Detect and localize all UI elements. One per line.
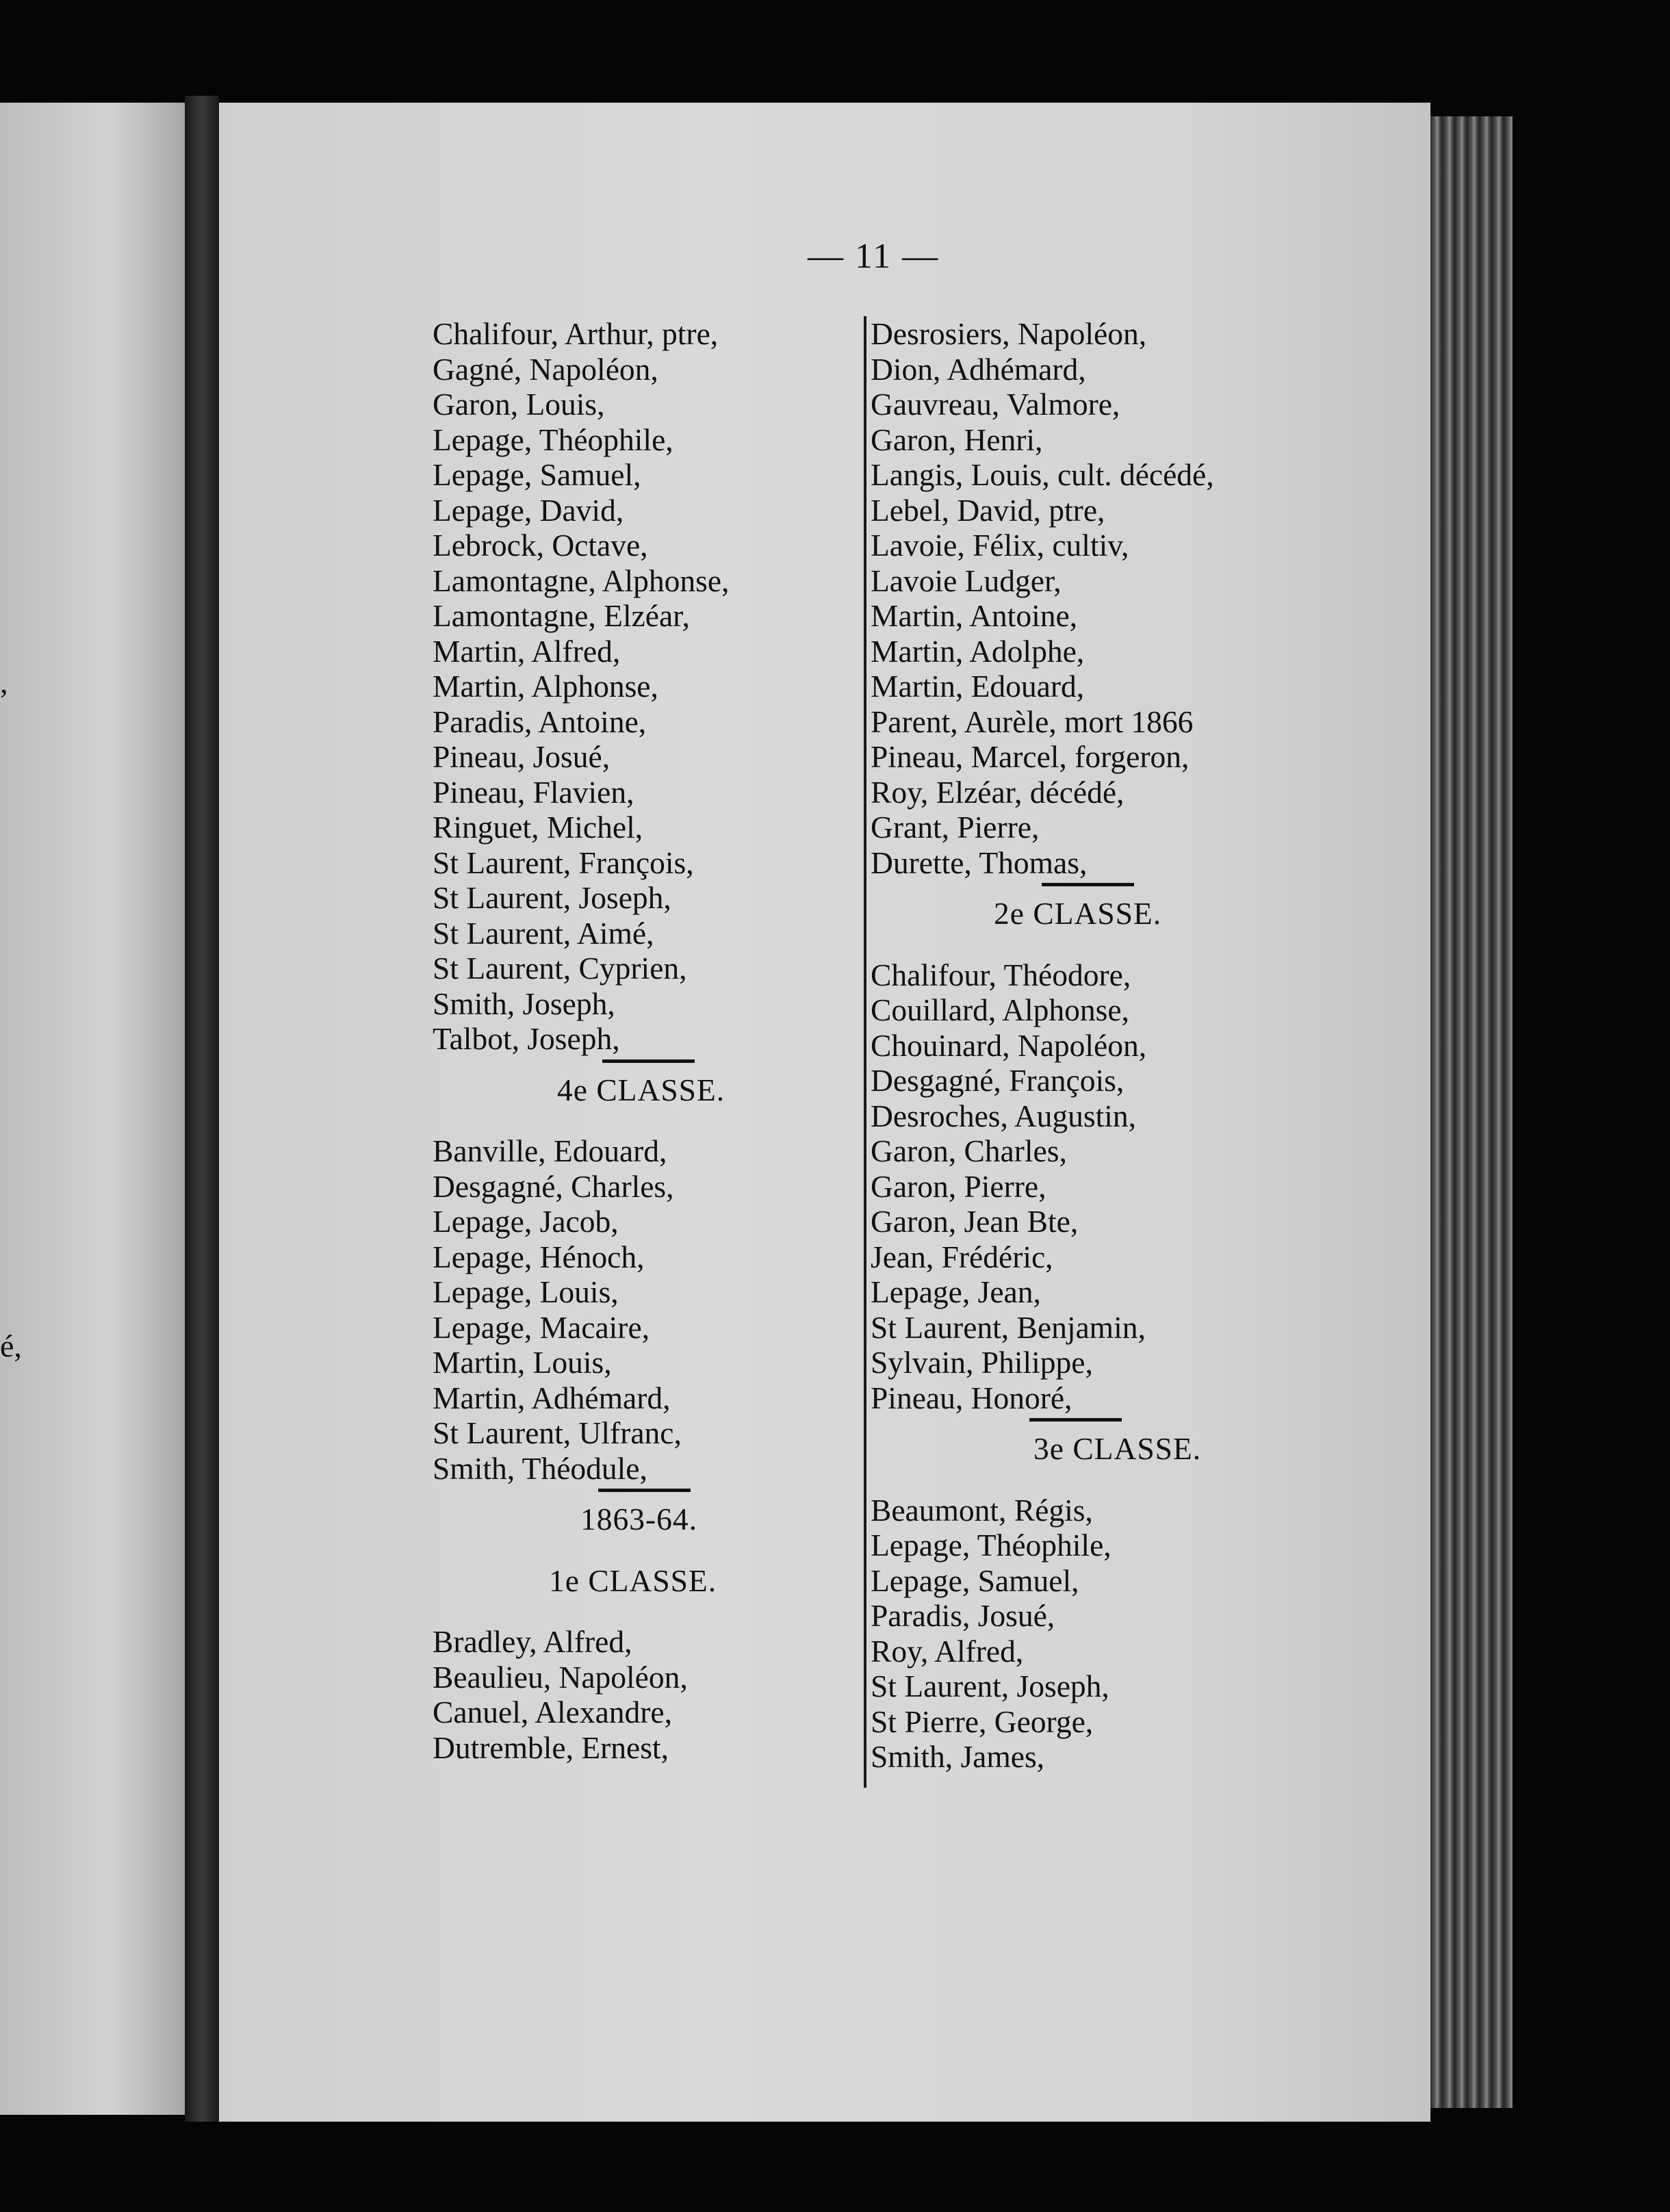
name-entry: St Laurent, François, [433, 845, 694, 880]
name-entry: Lepage, Théophile, [433, 422, 673, 457]
name-entry: Martin, Alfred, [433, 633, 621, 669]
name-entry: Garon, Charles, [871, 1133, 1067, 1168]
book-page [219, 103, 1430, 2122]
name-entry: Lepage, Macaire, [433, 1309, 650, 1345]
name-entry: Desgagné, Charles, [433, 1168, 674, 1204]
name-entry: Desroches, Augustin, [871, 1098, 1136, 1133]
prev-page-fragment: , [0, 665, 8, 699]
name-entry: Lamontagne, Elzéar, [433, 598, 690, 633]
name-entry: Lepage, David, [433, 492, 624, 528]
name-entry: Martin, Adolphe, [871, 633, 1085, 669]
section-rule [1029, 1418, 1122, 1422]
name-entry: St Laurent, Joseph, [871, 1669, 1109, 1703]
name-entry: Garon, Pierre, [871, 1168, 1046, 1204]
name-entry: Paradis, Antoine, [433, 704, 647, 739]
name-entry: Lepage, Théophile, [871, 1528, 1112, 1562]
name-entry: Couillard, Alphonse, [871, 992, 1129, 1027]
name-entry: Gagné, Napoléon, [433, 351, 658, 387]
name-entry: Lavoie, Félix, cultiv, [871, 528, 1129, 563]
name-entry: Lepage, Hénoch, [433, 1239, 645, 1274]
section-rule [598, 1489, 691, 1492]
name-entry: Lepage, Jacob, [433, 1204, 619, 1239]
name-entry: Martin, Louis, [433, 1345, 612, 1380]
name-entry: Garon, Louis, [433, 387, 605, 422]
name-entry: Pineau, Honoré, [871, 1380, 1072, 1415]
section-heading: 1e CLASSE. [549, 1562, 717, 1598]
name-entry: Chouinard, Napoléon, [871, 1027, 1147, 1063]
name-entry: Chalifour, Théodore, [871, 957, 1131, 992]
name-entry: Martin, Adhémard, [433, 1380, 671, 1415]
page-edges [1430, 116, 1513, 2108]
name-entry: Langis, Louis, cult. décédé, [871, 457, 1214, 492]
left-column [433, 316, 729, 1765]
name-entry: Lavoie Ludger, [871, 563, 1062, 598]
column-divider [864, 316, 866, 1788]
name-entry: Beaumont, Régis, [871, 1492, 1093, 1528]
name-entry: Roy, Elzéar, décédé, [871, 774, 1125, 810]
book-gutter [185, 96, 219, 2122]
name-entry: St Pierre, George, [871, 1703, 1094, 1739]
name-entry: Lepage, Jean, [871, 1274, 1041, 1309]
name-entry: St Laurent, Benjamin, [871, 1309, 1146, 1345]
section-heading: 4e CLASSE. [557, 1072, 725, 1107]
name-list [871, 316, 1214, 880]
name-entry: Lepage, Louis, [433, 1274, 619, 1309]
name-entry: Martin, Edouard, [871, 669, 1085, 704]
name-entry: Canuel, Alexandre, [433, 1695, 672, 1729]
name-list [433, 1624, 729, 1765]
section-rule [1042, 883, 1134, 886]
page-number: — 11 — [808, 237, 940, 276]
section-heading: 3e CLASSE. [1033, 1431, 1202, 1466]
name-entry: Pineau, Flavien, [433, 774, 634, 810]
name-entry: Desgagné, François, [871, 1063, 1125, 1098]
name-entry: Bradley, Alfred, [433, 1624, 632, 1659]
name-entry: St Laurent, Cyprien, [433, 951, 687, 986]
name-list [433, 316, 729, 1057]
name-entry: Parent, Aurèle, mort 1866 [871, 704, 1194, 739]
name-entry: Pineau, Josué, [433, 739, 611, 774]
name-entry: Smith, Théodule, [433, 1450, 647, 1486]
name-entry: Paradis, Josué, [871, 1598, 1055, 1633]
section-rule [602, 1059, 695, 1063]
name-entry: Sylvain, Philippe, [871, 1345, 1093, 1380]
name-entry: Ringuet, Michel, [433, 810, 643, 845]
name-list [433, 1133, 729, 1486]
name-entry: Gauvreau, Valmore, [871, 387, 1120, 422]
section-heading: 2e CLASSE. [994, 896, 1162, 931]
name-entry: Garon, Henri, [871, 422, 1043, 457]
name-entry: Martin, Alphonse, [433, 669, 658, 704]
name-entry: Garon, Jean Bte, [871, 1204, 1079, 1239]
name-entry: St Laurent, Joseph, [433, 880, 671, 915]
prev-page-fragment: é, [0, 1328, 22, 1363]
name-entry: Desrosiers, Napoléon, [871, 316, 1147, 351]
name-entry: Dion, Adhémard, [871, 351, 1086, 387]
name-entry: St Laurent, Aimé, [433, 915, 654, 951]
name-entry: Dutremble, Ernest, [433, 1729, 669, 1765]
name-entry: Smith, Joseph, [433, 986, 615, 1021]
name-list [871, 1493, 1214, 1775]
name-entry: Grant, Pierre, [871, 810, 1040, 845]
name-entry: Lepage, Samuel, [871, 1562, 1079, 1598]
previous-page-edge [0, 103, 185, 2115]
name-entry: Durette, Thomas, [871, 845, 1088, 880]
name-list [871, 957, 1214, 1416]
year-heading: 1863-64. [580, 1502, 698, 1536]
right-column [871, 316, 1214, 1775]
name-entry: Lebel, David, ptre, [871, 492, 1105, 528]
name-entry: Lamontagne, Alphonse, [433, 563, 730, 598]
name-entry: Jean, Frédéric, [871, 1239, 1053, 1274]
name-entry: Lebrock, Octave, [433, 528, 648, 563]
name-entry: St Laurent, Ulfranc, [433, 1415, 682, 1450]
name-entry: Lepage, Samuel, [433, 457, 641, 492]
name-entry: Chalifour, Arthur, ptre, [433, 316, 719, 351]
name-entry: Talbot, Joseph, [433, 1021, 620, 1056]
name-entry: Smith, James, [871, 1739, 1045, 1774]
name-entry: Martin, Antoine, [871, 598, 1078, 633]
name-entry: Roy, Alfred, [871, 1633, 1024, 1669]
name-entry: Beaulieu, Napoléon, [433, 1659, 688, 1695]
name-entry: Pineau, Marcel, forgeron, [871, 739, 1190, 774]
name-entry: Banville, Edouard, [433, 1133, 667, 1168]
